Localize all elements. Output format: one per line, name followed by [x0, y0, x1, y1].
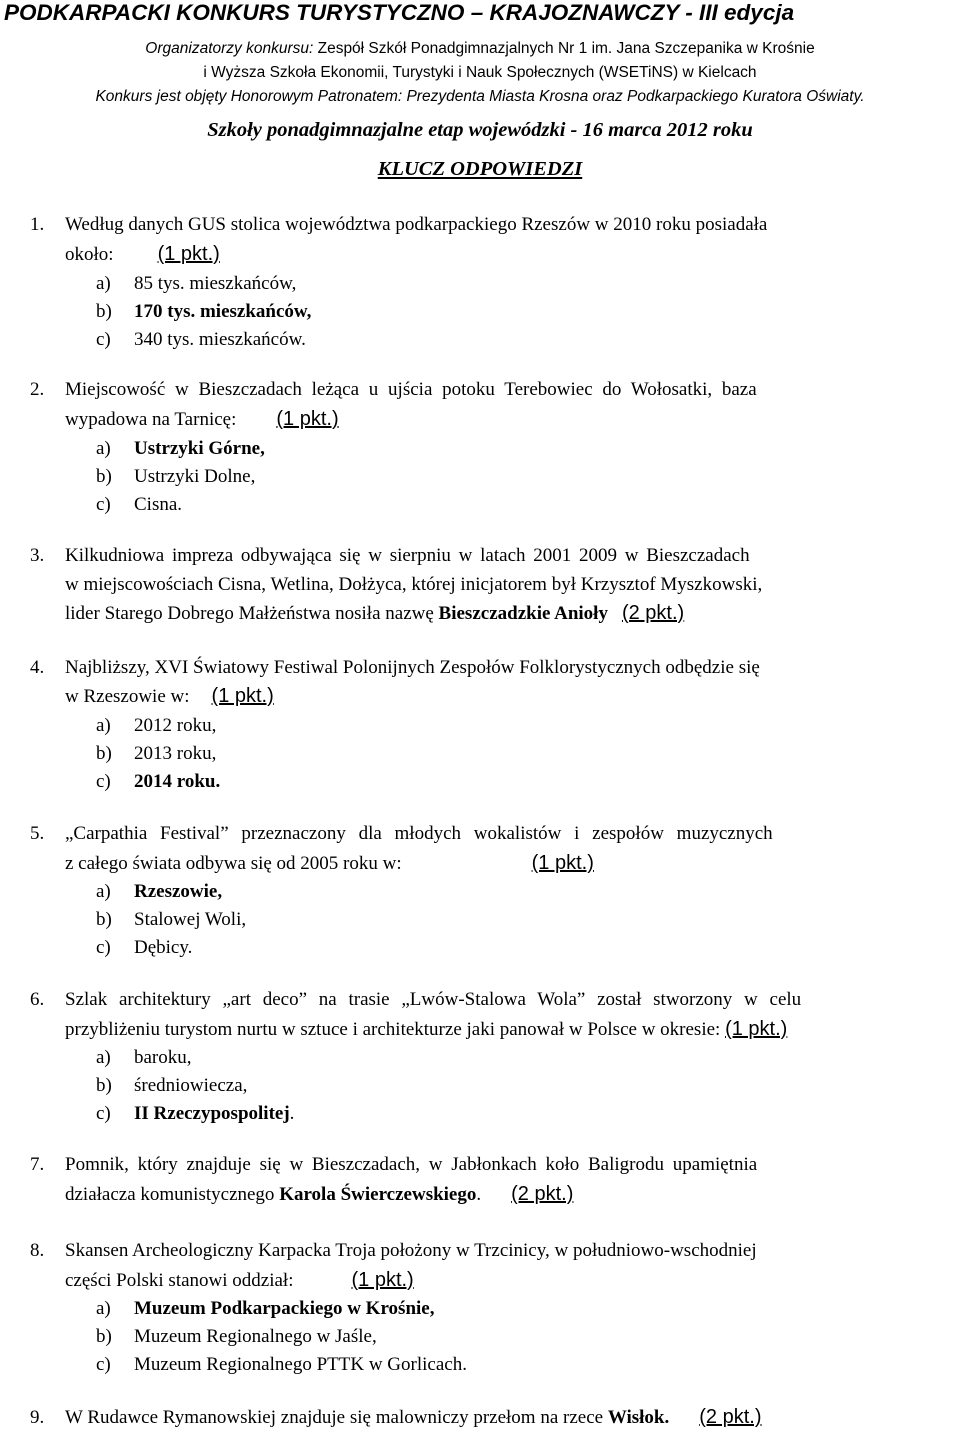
points-label: (1 pkt.): [157, 243, 220, 265]
question-number: 4.: [30, 657, 45, 678]
points-label: (2 pkt.): [621, 602, 685, 624]
question-number: 1.: [30, 214, 45, 235]
option-a: a) 85 tys. mieszkańców,: [96, 273, 297, 294]
question-number: 7.: [30, 1154, 45, 1175]
question-text: wypadowa na Tarnicę:: [65, 409, 237, 430]
question-number: 6.: [30, 989, 45, 1010]
option-b: b) Ustrzyki Dolne,: [96, 466, 256, 487]
option-b: b) średniowiecza,: [96, 1075, 248, 1096]
answer-key-heading: KLUCZ ODPOWIEDZI: [377, 158, 583, 180]
option-a-correct: a) Muzeum Podkarpackiego w Krośnie,: [96, 1298, 435, 1319]
points-label: (1 pkt.): [211, 685, 274, 707]
question-text: Szlak architektury „art deco” na trasie „Lwów-Stalowa Wola” został stworzony w celu: [65, 989, 802, 1010]
contest-title: PODKARPACKI KONKURS TURYSTYCZNO – KRAJOZNAWCZY - III edycja: [4, 0, 795, 25]
question-text: Miejscowość w Bieszczadach leżąca u ujścia potoku Terebowiec do Wołosatki, baza: [65, 379, 757, 400]
organizers-line-1: [0, 40, 960, 58]
option-b: b) Stalowej Woli,: [96, 909, 247, 930]
option-b: b) 2013 roku,: [96, 743, 217, 764]
question-number: 5.: [30, 823, 45, 844]
option-c: c) Muzeum Regionalnego PTTK w Gorlicach.: [96, 1354, 467, 1375]
organizers-school: Zespół Szkół Ponadgimnazjalnych Nr 1 im. Jana Szczepanika w Krośnie: [313, 40, 815, 57]
question-text: w Rzeszowie w:: [65, 686, 190, 707]
option-c-correct: c) II Rzeczypospolitej.: [96, 1103, 295, 1124]
patronage-note: Konkurs jest objęty Honorowym Patronatem: Prezydenta Miasta Krosna oraz Podkarpackiego Kuratora Oświaty.: [95, 88, 865, 105]
option-c-correct: c) 2014 roku.: [96, 771, 221, 792]
question-number: 3.: [30, 545, 45, 566]
question-text: działacza komunistycznego: [65, 1184, 280, 1205]
organizers-label: Organizatorzy konkursu:: [145, 40, 314, 57]
question-text: Pomnik, który znajduje się w Bieszczadach, w Jabłonkach koło Baligrodu upamiętnia: [65, 1154, 758, 1175]
question-text: Skansen Archeologiczny Karpacka Troja położony w Trzcinicy, w południowo-wschodniej: [65, 1240, 757, 1261]
answer-key-document: PODKARPACKI KONKURS TURYSTYCZNO – KRAJOZNAWCZY - III edycja Organizatorzy konkursu: Zespół Szkół Ponadgimnazjalnych Nr 1 im. Jana Szczepanika w Krośnie i Wyższa Szkoła Ekonomii, Turystyki i Nauk Społecznych (WSETiNS) w Kielcach Konkurs jest objęty Honorowym Patronatem: Prezydenta Miasta Krosna oraz Podkarpackiego Kuratora Oświaty. Szkoły ponadgimnazjalne etap wojewódzki - 16 marca 2012 roku KLUCZ ODPOWIEDZI 1. Według danych GUS stolica województwa podkarpackiego Rzeszów w 2010 roku posiadała około: (1 pkt.) a) 85 tys. mieszkańców, b) 170 tys. mieszkańców, c) 340 tys. mieszkańców. 2. Miejscowość w Bieszczadach leżąca u ujścia potoku Terebowiec do Wołosatki, baza wypadowa na Tarnicę: (1 pkt.) a) Ustrzyki Górne, b) Ustrzyki Dolne, c) Cisna. 3. Kilkudniowa impreza odbywająca się w sierpniu w latach 2001 2009 w Bieszczadach w miejscowościach Cisna, Wetlina, Dołżyca, której inicjatorem był Krzysztof Myszkowski, lider Starego Dobrego Małżeństwa nosiła nazwę Bieszczadzkie Anioły (2 pkt.) 4. Najbliższy, XVI Światowy Festiwal Polonijnych Zespołów Folklorystycznych odbędzie się w Rzeszowie w: (1 pkt.) a) 2012 roku, b) 2013 roku, c) 2014 roku. 5. „Carpathia Festival” przeznaczony dla młodych wokalistów i zespołów muzycznych z całego świata odbywa się od 2005 roku w: (1 pkt.) a) Rzeszowie, b) Stalowej Woli, c) Dębicy. 6. Szlak architektury „art deco” na trasie „Lwów-Stalowa Wola” został stworzony w celu przybliżeniu turystom nurtu w sztuce i architekturze jaki panował w Polsce w okresie: (1 pkt.) a) baroku, b) średniowiecza, c) II Rzeczypospolitej. 7. Pomnik, który znajduje się w Bieszczadach, w Jabłonkach koło Baligrodu upamiętnia działacza komunistycznego Karola Świerczewskiego. (2 pkt.) 8. Skansen Archeologiczny Karpacka Troja położony w Trzcinicy, w południowo-wschodniej części Polski stanowi oddział: (1 pkt.) a) Muzeum Podkarpackiego w Krośnie, b) Muzeum Regionalnego w Jaśle, c) Muzeum Regionalnego PTTK w Gorlicach. 9. W Rudawce Rymanowskiej znajduje się malowniczy przełom na rzece Wisłok. (2 pkt.): [0, 0, 960, 1434]
points-label: (1 pkt.): [276, 408, 339, 430]
points-label: (1 pkt.): [351, 1269, 414, 1291]
stage-heading: Szkoły ponadgimnazjalne etap wojewódzki - 16 marca 2012 roku: [207, 119, 753, 141]
question-text: części Polski stanowi oddział:: [65, 1270, 294, 1291]
question-text: Kilkudniowa impreza odbywająca się w sierpniu w latach 2001 2009 w Bieszczadach: [65, 545, 750, 566]
option-c: c) Cisna.: [96, 494, 183, 515]
option-c: c) Dębicy.: [96, 937, 193, 958]
question-text: „Carpathia Festival” przeznaczony dla młodych wokalistów i zespołów muzycznych: [65, 823, 773, 844]
option-a: a) 2012 roku,: [96, 715, 217, 736]
question-text: przybliżeniu turystom nurtu w sztuce i architekturze jaki panował w Polsce w okresie:: [65, 1019, 721, 1040]
question-number: 9.: [30, 1407, 45, 1428]
points-label: (2 pkt.): [511, 1183, 574, 1205]
option-a-correct: a) Rzeszowie,: [96, 881, 223, 902]
question-number: 2.: [30, 379, 45, 400]
question-text: W Rudawce Rymanowskiej znajduje się malowniczy przełom na rzece: [65, 1407, 608, 1428]
correct-answer: Bieszczadzkie Anioły: [438, 603, 608, 624]
question-text: w miejscowościach Cisna, Wetlina, Dołżyca, której inicjatorem był Krzysztof Myszkowski,: [65, 574, 763, 595]
points-label: (1 pkt.): [725, 1018, 788, 1040]
option-a: a) baroku,: [96, 1047, 192, 1068]
option-b: b) Muzeum Regionalnego w Jaśle,: [96, 1326, 377, 1347]
correct-answer: Wisłok.: [607, 1407, 670, 1428]
question-text: Najbliższy, XVI Światowy Festiwal Polonijnych Zespołów Folklorystycznych odbędzie się: [65, 657, 760, 678]
organizers-line-2: i Wyższa Szkoła Ekonomii, Turystyki i Nauk Społecznych (WSETiNS) w Kielcach: [203, 64, 757, 81]
question-text: Według danych GUS stolica województwa podkarpackiego Rzeszów w 2010 roku posiadała: [65, 214, 768, 235]
question-text: lider Starego Dobrego Małżeństwa nosiła nazwę: [65, 603, 439, 624]
option-c: c) 340 tys. mieszkańców.: [96, 329, 306, 350]
question-text: z całego świata odbywa się od 2005 roku w:: [65, 853, 402, 874]
option-a-correct: a) Ustrzyki Górne,: [96, 438, 265, 459]
question-number: 8.: [30, 1240, 45, 1261]
question-text: około:: [65, 244, 114, 265]
option-b-correct: b) 170 tys. mieszkańców,: [96, 301, 312, 322]
correct-answer: Karola Świerczewskiego: [279, 1184, 477, 1205]
points-label: (2 pkt.): [699, 1406, 762, 1428]
points-label: (1 pkt.): [531, 852, 594, 874]
